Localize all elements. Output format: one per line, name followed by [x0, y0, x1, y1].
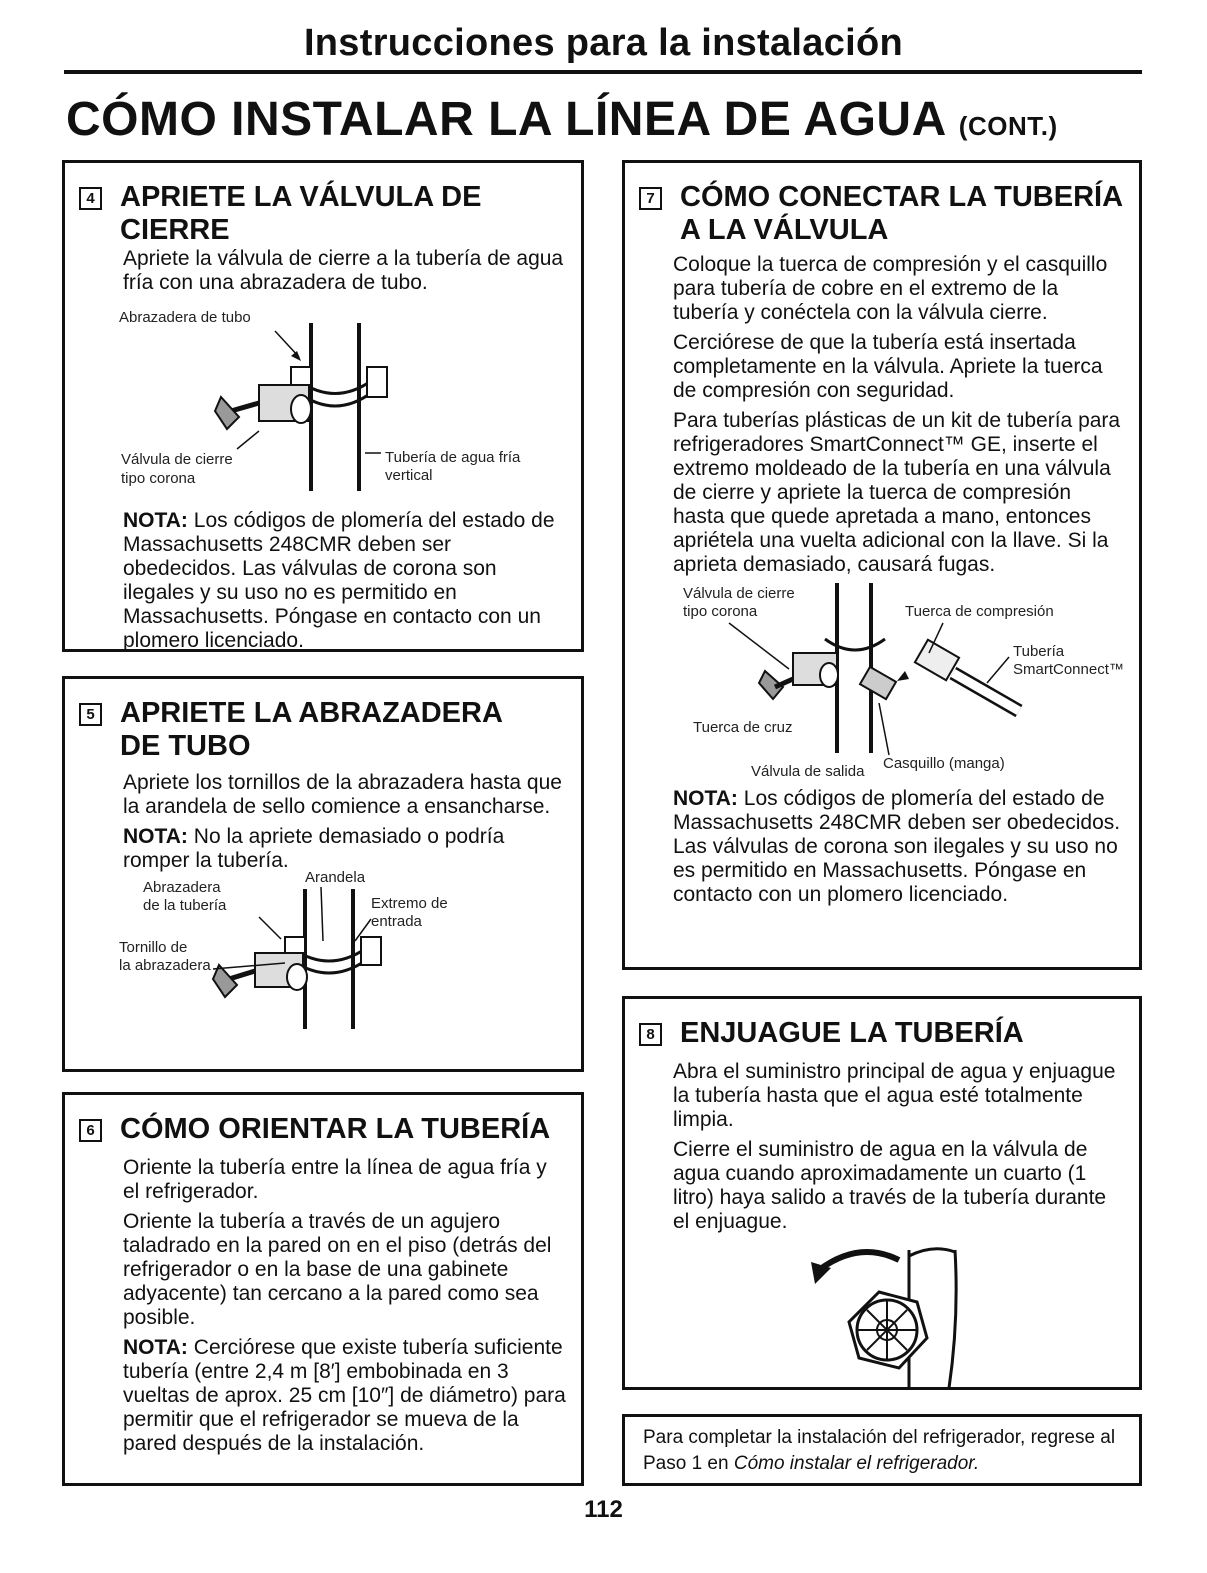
note-text: Los códigos de plomería del estado de Massachusetts 248CMR deben ser obedecidos. Las válvulas de corona son ilegales y su uso no es permitido en Massachusetts. Póngase en contacto con un plomero licenciado.	[123, 509, 555, 652]
step-8-p1: Abra el suministro principal de agua y enjuague la tubería hasta que el agua esté totalmente limpia.	[673, 1060, 1116, 1131]
step-4-heading	[79, 181, 567, 247]
step-number-4: 4	[79, 187, 102, 210]
final-text-link[interactable]: Cómo instalar el refrigerador.	[733, 1453, 980, 1474]
valve-handle-drawing	[759, 1240, 1019, 1390]
note-text: Los códigos de plomería del estado de Massachusetts 248CMR deben ser obedecidos. Las válvulas de corona son ilegales y su uso no es permitido en Massachusetts. Póngase en contacto con un plomero licenciado.	[673, 787, 1121, 906]
label-valve-line1: Válvula de cierre	[121, 451, 233, 468]
note-label: NOTA:	[673, 787, 738, 810]
step-5-box	[62, 676, 584, 1072]
flush-valve-illustration	[759, 1240, 1207, 1390]
label-end-line1: Extremo de	[371, 895, 448, 912]
step-7-box	[622, 160, 1142, 970]
final-text-main: Para completar la instalación del refrigerador, regrese al Paso 1 en	[643, 1427, 1116, 1474]
step-5-text: Apriete los tornillos de la abrazadera hasta que la arandela de sello comience a ensancharse.	[123, 771, 562, 818]
step-number-5: 5	[79, 703, 102, 726]
page-title-text: CÓMO INSTALAR LA LÍNEA DE AGUA	[66, 93, 945, 146]
label-screw-line2: la abrazadera	[119, 957, 211, 974]
step-7-title	[680, 181, 1123, 247]
page-title	[66, 92, 1058, 147]
note-text: No la apriete demasiado o podría romper la tubería.	[123, 825, 505, 872]
step-4-body	[123, 247, 567, 295]
label-valve-line2: tipo corona	[121, 470, 196, 487]
step-7-title-line2: A LA VÁLVULA	[680, 214, 889, 246]
label-clamp: Abrazadera de tubo	[119, 309, 251, 326]
label-washer: Arandela	[305, 869, 366, 886]
step-8-body	[673, 1060, 1125, 1234]
label-clamp-line1: Abrazadera	[143, 879, 221, 896]
clamp-drawing	[109, 879, 589, 1029]
final-instruction	[625, 1417, 1139, 1491]
step-number-6: 6	[79, 1119, 102, 1142]
step-7-note	[673, 787, 1125, 907]
valve-clamp-illustration	[109, 301, 589, 501]
step-4-title: APRIETE LA VÁLVULA DE CIERRE	[120, 181, 482, 246]
step-8-title: ENJUAGUE LA TUBERÍA	[680, 1017, 1024, 1049]
label-tube-line2: SmartConnect™	[1013, 661, 1124, 678]
step-4-box	[62, 160, 584, 652]
section-header: Instrucciones para la instalación	[303, 22, 904, 64]
connection-drawing	[669, 583, 1149, 783]
label-end-line2: entrada	[371, 913, 422, 930]
label-compression-nut: Tuerca de compresión	[905, 603, 1054, 620]
clamp-illustration	[109, 869, 589, 1029]
label-sleeve: Casquillo (manga)	[883, 755, 1005, 772]
step-8-heading	[639, 1017, 1125, 1050]
step-6-body	[123, 1156, 567, 1456]
connection-illustration	[669, 583, 1149, 783]
note-label: NOTA:	[123, 509, 188, 532]
label-valve-line2: tipo corona	[683, 603, 758, 620]
header-rule	[64, 70, 1142, 74]
step-7-heading	[639, 181, 1125, 247]
step-5-body	[123, 771, 567, 873]
label-pipe-line2: vertical	[385, 467, 433, 484]
page-number: 112	[584, 1496, 623, 1523]
step-6-p2: Oriente la tubería a través de un agujero taladrado en la pared on en el piso (detrás del refrigerador o en la base de una gabinete adyacente) tan cercano a la pared como sea posible.	[123, 1210, 552, 1329]
label-cross-nut: Tuerca de cruz	[693, 719, 793, 736]
step-number-8: 8	[639, 1023, 662, 1046]
final-instruction-box	[622, 1414, 1142, 1486]
step-6-heading	[79, 1113, 567, 1146]
step-5-title: APRIETE LA ABRAZADERA DE TUBO	[120, 697, 502, 762]
step-7-p3: Para tuberías plásticas de un kit de tubería para refrigeradores SmartConnect™ GE, inserte el extremo moldeado de la tubería en una válvula de cierre y apriete la tuerca de compresión hasta que quede apretada a mano, entonces apriételа una vuelta adicional con la llave. Si la aprieta demasiado, causará fugas.	[673, 409, 1121, 576]
label-pipe-line1: Tubería de agua fría	[385, 449, 521, 466]
step-8-box	[622, 996, 1142, 1390]
label-valve-line1: Válvula de cierre	[683, 585, 795, 602]
label-clamp-line2: de la tubería	[143, 897, 227, 914]
step-6-p1: Oriente la tubería entre la línea de agua fría y el refrigerador.	[123, 1156, 547, 1203]
step-7-title-line1: CÓMO CONECTAR LA TUBERÍA	[680, 181, 1124, 213]
step-7-p2: Cerciórese de que la tubería está insertada completamente en la válvula. Apriete la tuerca de compresión con seguridad.	[673, 331, 1103, 402]
label-outlet-valve: Válvula de salida	[751, 763, 865, 780]
note-text: Cerciórese que existe tubería suficiente tubería (entre 2,4 m [8′] embobinada en 3 vueltas de aprox. 25 cm [10″] de diámetro) para permitir que el refrigerador se mueva de la pared después de la instalación.	[123, 1336, 566, 1455]
step-number-7: 7	[639, 187, 662, 210]
step-6-box	[62, 1092, 584, 1486]
note-label: NOTA:	[123, 825, 188, 848]
step-7-body	[673, 253, 1125, 577]
page-title-cont: (CONT.)	[958, 111, 1058, 141]
step-7-p1: Coloque la tuerca de compresión y el casquillo para tubería de cobre en el extremo de la tubería y conéctela con la válvula cierre.	[673, 253, 1108, 324]
label-tube-line1: Tubería	[1013, 643, 1065, 660]
step-8-p2: Cierre el suministro de agua en la válvula de agua cuando aproximadamente un cuarto (1 litro) haya salido a través de la tubería durante el enjuague.	[673, 1138, 1107, 1233]
step-6-title: CÓMO ORIENTAR LA TUBERÍA	[120, 1113, 551, 1145]
step-5-heading	[79, 697, 567, 763]
label-screw-line1: Tornillo de	[119, 939, 188, 956]
note-label: NOTA:	[123, 1336, 188, 1359]
step-4-text: Apriete la válvula de cierre a la tubería de agua fría con una abrazadera de tubo.	[123, 247, 564, 294]
valve-drawing	[109, 301, 589, 501]
step-4-note	[123, 509, 567, 653]
